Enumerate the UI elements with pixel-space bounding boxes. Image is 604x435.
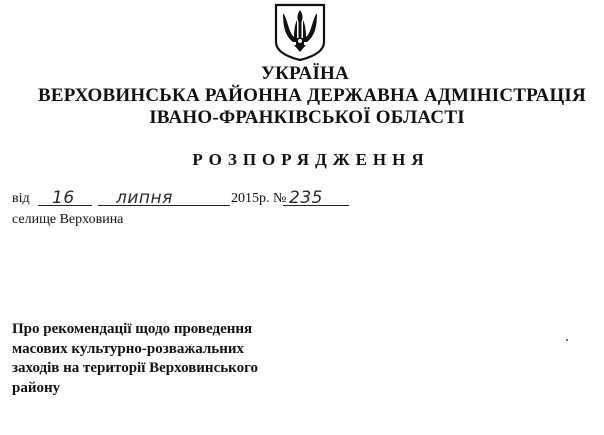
subject-line: масових культурно-розважальних (12, 340, 244, 357)
scan-speck (566, 339, 568, 341)
document-subject (12, 320, 332, 398)
handwritten-number: 235 (289, 188, 323, 208)
country-title: УКРАЇНА (261, 63, 349, 84)
coat-of-arms-trident-icon (272, 2, 328, 62)
region-title: ІВАНО-ФРАНКІВСЬКОЇ ОБЛАСТІ (149, 107, 465, 128)
settlement-label: селище Верховина (12, 212, 124, 227)
year-number-label: 2015р. № (231, 191, 287, 206)
date-prefix-label: від (12, 191, 30, 206)
document-date-line (12, 186, 392, 210)
subject-line: району (12, 379, 61, 396)
handwritten-day: 16 (52, 188, 75, 208)
administration-title: ВЕРХОВИНСЬКА РАЙОННА ДЕРЖАВНА АДМІНІСТРАЦІЯ (38, 85, 586, 106)
document-type-heading: РОЗПОРЯДЖЕННЯ (192, 150, 430, 169)
subject-line: Про рекомендації щодо проведення (12, 321, 253, 337)
handwritten-month: липня (116, 188, 173, 208)
subject-line: заходів на території Верховинського (12, 360, 259, 376)
